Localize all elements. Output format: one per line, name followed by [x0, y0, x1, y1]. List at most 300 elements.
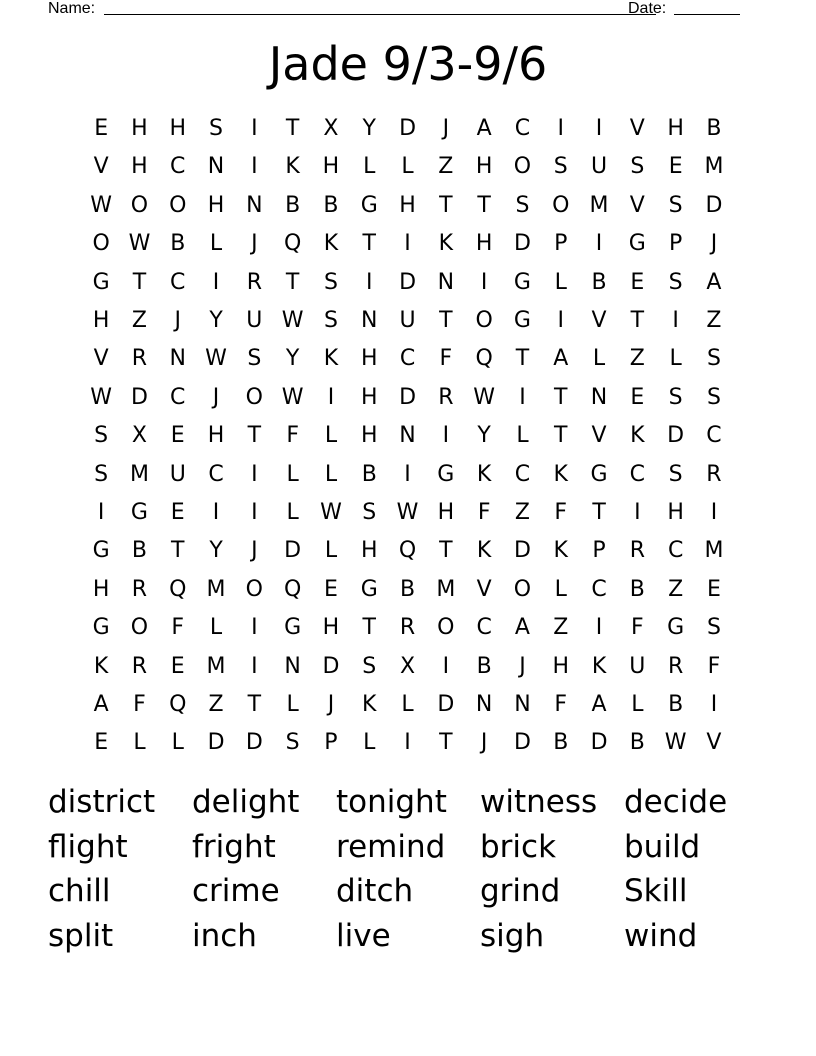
grid-letter[interactable]: H — [552, 653, 570, 679]
grid-letter[interactable]: S — [668, 384, 683, 410]
grid-letter[interactable]: T — [439, 192, 453, 218]
grid-letter[interactable]: M — [436, 576, 456, 602]
grid-letter[interactable]: C — [399, 346, 416, 372]
grid-letter[interactable]: V — [93, 154, 109, 180]
grid-letter[interactable]: A — [514, 615, 530, 641]
grid-letter[interactable]: B — [476, 653, 492, 679]
grid-letter[interactable]: G — [92, 538, 110, 564]
grid-letter[interactable]: B — [399, 576, 416, 602]
grid-letter[interactable]: L — [324, 538, 338, 564]
grid-letter[interactable]: C — [476, 615, 492, 641]
grid-letter[interactable]: Z — [131, 308, 147, 333]
grid-letter[interactable]: H — [131, 154, 148, 180]
grid-letter[interactable]: B — [285, 192, 301, 218]
grid-letter[interactable]: J — [480, 730, 488, 756]
grid-letter[interactable]: W — [90, 192, 113, 218]
grid-letter[interactable]: L — [516, 423, 529, 449]
grid-letter[interactable]: W — [205, 346, 227, 372]
grid-letter[interactable]: H — [667, 500, 684, 525]
grid-letter[interactable]: I — [557, 308, 564, 333]
grid-letter[interactable]: R — [246, 269, 262, 295]
grid-letter[interactable]: L — [209, 231, 223, 257]
grid-letter[interactable]: T — [554, 423, 568, 449]
grid-letter[interactable]: S — [668, 461, 683, 487]
grid-letter[interactable]: C — [629, 461, 646, 487]
grid-letter[interactable]: I — [710, 692, 718, 717]
grid-letter[interactable]: B — [323, 192, 339, 218]
grid-letter[interactable]: O — [245, 576, 263, 602]
grid-letter[interactable]: V — [476, 576, 492, 602]
grid-letter[interactable]: H — [437, 500, 455, 525]
grid-letter[interactable]: S — [706, 346, 721, 372]
grid-letter[interactable]: N — [361, 308, 378, 333]
grid-letter[interactable]: N — [437, 269, 455, 295]
grid-letter[interactable]: D — [245, 730, 263, 756]
grid-letter[interactable]: S — [706, 615, 721, 641]
grid-letter[interactable]: G — [130, 500, 148, 525]
grid-letter[interactable]: K — [362, 692, 377, 717]
grid-letter[interactable]: E — [170, 423, 185, 449]
grid-letter[interactable]: L — [286, 461, 299, 487]
grid-letter[interactable]: L — [401, 692, 414, 717]
grid-letter[interactable]: W — [396, 500, 419, 525]
grid-row — [82, 302, 732, 340]
grid-letter[interactable]: I — [251, 615, 258, 641]
grid-letter[interactable]: R — [668, 653, 684, 679]
grid-letter[interactable]: L — [209, 615, 223, 641]
grid-letter[interactable]: Z — [706, 308, 722, 333]
grid-letter[interactable]: J — [174, 308, 181, 333]
grid-letter[interactable]: O — [169, 192, 187, 218]
grid-letter[interactable]: S — [94, 461, 109, 487]
grid-letter[interactable]: G — [92, 615, 110, 641]
grid-letter[interactable]: C — [208, 461, 224, 487]
grid-letter[interactable]: J — [519, 653, 526, 679]
grid-letter[interactable]: O — [92, 231, 110, 257]
grid-letter[interactable]: D — [322, 653, 340, 679]
grid-letter[interactable]: K — [553, 538, 568, 564]
grid-letter[interactable]: W — [320, 500, 342, 525]
grid-letter[interactable]: G — [437, 461, 455, 487]
grid-letter[interactable]: Q — [283, 576, 302, 602]
grid-letter[interactable]: U — [246, 308, 263, 333]
grid-letter[interactable]: T — [477, 192, 491, 218]
grid-letter[interactable]: S — [362, 653, 377, 679]
grid-letter[interactable]: S — [323, 269, 338, 295]
grid-letter[interactable]: W — [90, 384, 113, 410]
grid-letter[interactable]: I — [634, 500, 641, 525]
grid-letter[interactable]: O — [475, 308, 493, 333]
grid-letter[interactable]: N — [475, 692, 493, 717]
grid-letter[interactable]: I — [365, 269, 373, 295]
grid-letter[interactable]: N — [246, 192, 263, 218]
grid-letter[interactable]: E — [170, 653, 185, 679]
grid-letter[interactable]: E — [630, 269, 645, 295]
grid-letter[interactable]: E — [668, 154, 683, 180]
grid-letter[interactable]: G — [360, 576, 378, 602]
grid-letter[interactable]: I — [710, 500, 718, 525]
grid-letter[interactable]: F — [439, 346, 453, 372]
name-blank-line[interactable] — [104, 14, 656, 15]
grid-letter[interactable]: M — [206, 653, 226, 679]
grid-letter[interactable]: Z — [553, 615, 569, 641]
grid-letter[interactable]: H — [360, 538, 378, 564]
grid-letter[interactable]: J — [327, 692, 335, 717]
grid-letter[interactable]: R — [131, 346, 148, 372]
grid-letter[interactable]: K — [476, 538, 492, 564]
grid-letter[interactable]: I — [212, 269, 220, 295]
grid-letter[interactable]: T — [362, 231, 376, 257]
grid-letter[interactable]: I — [442, 423, 450, 449]
grid-letter[interactable]: H — [92, 308, 110, 333]
grid-letter[interactable]: P — [554, 231, 568, 257]
grid-letter[interactable]: G — [284, 615, 302, 641]
grid-letter[interactable]: H — [169, 116, 187, 141]
grid-letter[interactable]: M — [129, 461, 149, 487]
grid-letter[interactable]: D — [207, 730, 225, 756]
grid-letter[interactable]: V — [629, 116, 645, 141]
grid-letter[interactable]: C — [706, 423, 722, 449]
grid-letter[interactable]: B — [668, 692, 684, 717]
grid-letter[interactable]: F — [554, 692, 568, 717]
grid-letter[interactable]: H — [360, 384, 378, 410]
grid-letter[interactable]: T — [439, 730, 453, 756]
grid-letter[interactable]: O — [130, 615, 149, 641]
grid-row — [82, 648, 732, 686]
grid-letter[interactable]: Q — [398, 538, 417, 564]
grid-letter[interactable]: E — [630, 384, 645, 410]
grid-letter[interactable]: K — [323, 231, 339, 257]
grid-letter[interactable]: D — [130, 384, 148, 410]
grid-letter[interactable]: I — [519, 384, 526, 410]
grid-letter[interactable]: O — [513, 576, 532, 602]
grid-row — [82, 532, 732, 570]
grid-letter[interactable]: S — [668, 269, 683, 295]
grid-letter[interactable]: L — [363, 154, 376, 180]
grid-letter[interactable]: I — [327, 384, 335, 410]
grid-letter[interactable]: L — [631, 692, 644, 717]
grid-letter[interactable]: C — [514, 461, 531, 487]
grid-letter[interactable]: K — [630, 423, 645, 449]
grid-letter[interactable]: A — [591, 692, 607, 717]
grid-letter[interactable]: B — [131, 538, 147, 564]
grid-letter[interactable]: L — [286, 500, 299, 525]
grid-letter[interactable]: Z — [208, 692, 224, 717]
grid-letter[interactable]: G — [513, 308, 531, 333]
grid-letter[interactable]: X — [400, 653, 416, 679]
grid-letter[interactable]: D — [399, 269, 417, 295]
grid-letter[interactable]: S — [553, 154, 568, 180]
grid-letter[interactable]: D — [590, 730, 608, 756]
grid-letter[interactable]: I — [404, 231, 411, 257]
grid-letter[interactable]: I — [251, 116, 258, 141]
grid-letter[interactable]: T — [592, 500, 606, 525]
grid-letter[interactable]: T — [132, 269, 147, 295]
grid-letter[interactable]: Z — [514, 500, 530, 525]
grid-letter[interactable]: L — [324, 461, 338, 487]
grid-letter[interactable]: B — [361, 461, 377, 487]
grid-letter[interactable]: G — [667, 615, 685, 641]
grid-letter[interactable]: K — [553, 461, 568, 487]
word-list-item: tonight — [336, 784, 447, 820]
grid-letter[interactable]: I — [251, 461, 258, 487]
grid-letter[interactable]: W — [128, 231, 151, 257]
grid-letter[interactable]: U — [399, 308, 416, 333]
grid-letter[interactable]: I — [404, 461, 411, 487]
grid-letter[interactable]: L — [592, 346, 606, 372]
grid-letter[interactable]: S — [285, 730, 300, 756]
grid-letter[interactable]: L — [324, 423, 338, 449]
grid-letter[interactable]: H — [360, 346, 378, 372]
grid-letter[interactable]: I — [557, 116, 564, 141]
grid-letter[interactable]: T — [439, 308, 453, 333]
grid-letter[interactable]: K — [285, 154, 300, 180]
grid-letter[interactable]: D — [284, 538, 302, 564]
grid-letter[interactable]: W — [281, 308, 304, 333]
grid-letter[interactable]: F — [631, 615, 644, 641]
grid-letter[interactable]: L — [286, 692, 299, 717]
grid-letter[interactable]: R — [399, 615, 416, 641]
grid-letter[interactable]: T — [247, 692, 262, 717]
grid-letter[interactable]: N — [169, 346, 186, 372]
grid-letter[interactable]: N — [590, 384, 608, 410]
grid-letter[interactable]: W — [473, 384, 496, 410]
grid-letter[interactable]: K — [438, 231, 454, 257]
grid-letter[interactable]: J — [251, 231, 258, 257]
word-list-item: build — [624, 828, 701, 865]
grid-letter[interactable]: G — [628, 231, 646, 257]
grid-letter[interactable]: L — [133, 730, 146, 756]
grid-letter[interactable]: I — [595, 231, 603, 257]
grid-letter[interactable]: P — [592, 538, 606, 564]
grid-letter[interactable]: S — [362, 500, 377, 525]
grid-letter[interactable]: E — [94, 116, 109, 141]
grid-letter[interactable]: Q — [283, 231, 302, 257]
grid-letter[interactable]: T — [362, 615, 376, 641]
grid-letter[interactable]: H — [322, 615, 340, 641]
grid-letter[interactable]: I — [251, 154, 258, 180]
grid-letter[interactable]: S — [209, 116, 224, 141]
grid-letter[interactable]: D — [513, 231, 531, 257]
grid-letter[interactable]: I — [404, 730, 411, 756]
grid-letter[interactable]: E — [94, 730, 109, 756]
grid-letter[interactable]: R — [131, 576, 148, 602]
grid-letter[interactable]: I — [97, 500, 105, 525]
grid-row — [82, 417, 732, 455]
grid-letter[interactable]: D — [667, 423, 685, 449]
grid-letter[interactable]: E — [170, 500, 185, 525]
grid-letter[interactable]: O — [437, 615, 455, 641]
grid-letter[interactable]: H — [322, 154, 340, 180]
grid-letter[interactable]: G — [590, 461, 608, 487]
grid-letter[interactable]: D — [513, 730, 531, 756]
grid-letter[interactable]: R — [706, 461, 722, 487]
grid-letter[interactable]: B — [170, 231, 186, 257]
grid-letter[interactable]: B — [553, 730, 569, 756]
grid-letter[interactable]: N — [207, 154, 225, 180]
grid-letter[interactable]: C — [170, 154, 186, 180]
grid-letter[interactable]: F — [133, 692, 146, 717]
grid-letter[interactable]: P — [324, 730, 338, 756]
grid-letter[interactable]: Q — [169, 692, 187, 717]
grid-letter[interactable]: J — [442, 116, 450, 141]
grid-letter[interactable]: I — [251, 500, 258, 525]
grid-letter[interactable]: V — [93, 346, 109, 372]
grid-letter[interactable]: L — [554, 576, 567, 602]
grid-letter[interactable]: D — [437, 692, 455, 717]
grid-letter[interactable]: I — [595, 116, 603, 141]
grid-letter[interactable]: S — [515, 192, 530, 218]
grid-letter[interactable]: Z — [438, 154, 454, 180]
grid-letter[interactable]: O — [130, 192, 149, 218]
grid-letter[interactable]: W — [281, 384, 304, 410]
grid-letter[interactable]: C — [591, 576, 607, 602]
grid-letter[interactable]: I — [672, 308, 679, 333]
grid-letter[interactable]: S — [323, 308, 338, 333]
grid-letter[interactable]: S — [630, 154, 645, 180]
grid-letter[interactable]: H — [207, 192, 225, 218]
grid-letter[interactable]: R — [438, 384, 454, 410]
grid-letter[interactable]: H — [475, 154, 493, 180]
grid-letter[interactable]: Q — [169, 576, 187, 602]
grid-letter[interactable]: I — [480, 269, 488, 295]
grid-letter[interactable]: T — [171, 538, 185, 564]
grid-letter[interactable]: J — [251, 538, 258, 564]
grid-letter[interactable]: B — [591, 269, 607, 295]
grid-letter[interactable]: M — [704, 538, 724, 564]
grid-letter[interactable]: Q — [475, 346, 493, 372]
grid-letter[interactable]: I — [212, 500, 220, 525]
grid-letter[interactable]: S — [706, 384, 721, 410]
grid-letter[interactable]: E — [323, 576, 338, 602]
grid-letter[interactable]: A — [93, 692, 109, 717]
grid-letter[interactable]: H — [360, 423, 378, 449]
grid-letter[interactable]: I — [595, 615, 603, 641]
grid-letter[interactable]: A — [476, 116, 492, 141]
word-list-item: Skill — [624, 873, 688, 909]
grid-letter[interactable]: C — [667, 538, 684, 564]
grid-letter[interactable]: H — [207, 423, 225, 449]
grid-letter[interactable]: X — [323, 116, 339, 141]
grid-letter[interactable]: F — [477, 500, 491, 525]
grid-letter[interactable]: N — [399, 423, 416, 449]
grid-letter[interactable]: T — [285, 116, 300, 141]
grid-letter[interactable]: B — [629, 730, 645, 756]
grid-letter[interactable]: V — [629, 192, 645, 218]
grid-letter[interactable]: T — [439, 538, 453, 564]
grid-letter[interactable]: C — [170, 384, 186, 410]
grid-letter[interactable]: B — [706, 116, 722, 141]
grid-letter[interactable]: J — [710, 231, 718, 257]
grid-letter[interactable]: Y — [477, 423, 491, 449]
grid-letter[interactable]: K — [476, 461, 492, 487]
grid-letter[interactable]: T — [554, 384, 568, 410]
grid-letter[interactable]: C — [514, 116, 531, 141]
grid-letter[interactable]: N — [514, 692, 531, 717]
grid-letter[interactable]: M — [704, 154, 724, 180]
grid-letter[interactable]: K — [93, 653, 109, 679]
grid-letter[interactable]: R — [131, 653, 148, 679]
grid-letter[interactable]: V — [706, 730, 722, 756]
grid-letter[interactable]: C — [170, 269, 186, 295]
grid-letter[interactable]: K — [591, 653, 607, 679]
grid-letter[interactable]: Y — [362, 116, 376, 141]
grid-letter[interactable]: Z — [668, 576, 684, 602]
grid-letter[interactable]: M — [206, 576, 226, 602]
grid-letter[interactable]: U — [169, 461, 186, 487]
grid-letter[interactable]: I — [442, 653, 450, 679]
grid-letter[interactable]: G — [92, 269, 110, 295]
grid-letter[interactable]: A — [706, 269, 722, 295]
grid-letter[interactable]: F — [554, 500, 568, 525]
grid-letter[interactable]: D — [705, 192, 723, 218]
grid-letter[interactable]: O — [552, 192, 570, 218]
grid-letter[interactable]: U — [590, 154, 608, 180]
grid-letter[interactable]: H — [399, 192, 416, 218]
grid-letter[interactable]: D — [399, 116, 417, 141]
grid-letter[interactable]: H — [92, 576, 110, 602]
grid-letter[interactable]: F — [171, 615, 185, 641]
grid-letter[interactable]: H — [667, 116, 684, 141]
grid-letter[interactable]: J — [212, 384, 220, 410]
grid-letter[interactable]: L — [669, 346, 682, 372]
grid-letter[interactable]: F — [286, 423, 299, 449]
grid-letter[interactable]: L — [363, 730, 376, 756]
grid-letter[interactable]: T — [515, 346, 530, 372]
grid-letter[interactable]: I — [251, 653, 258, 679]
grid-letter[interactable]: L — [401, 154, 414, 180]
grid-letter[interactable]: G — [513, 269, 531, 295]
grid-letter[interactable]: S — [668, 192, 683, 218]
grid-letter[interactable]: S — [94, 423, 109, 449]
grid-letter[interactable]: D — [513, 538, 531, 564]
grid-letter[interactable]: Y — [209, 538, 223, 564]
grid-letter[interactable]: E — [706, 576, 721, 602]
grid-letter[interactable]: U — [629, 653, 646, 679]
grid-letter[interactable]: Z — [629, 346, 645, 372]
grid-letter[interactable]: P — [669, 231, 683, 257]
grid-letter[interactable]: L — [171, 730, 184, 756]
grid-letter[interactable]: K — [323, 346, 339, 372]
grid-letter[interactable]: L — [554, 269, 567, 295]
grid-letter[interactable]: Y — [209, 308, 223, 333]
grid-letter[interactable]: H — [475, 231, 493, 257]
grid-letter[interactable]: N — [284, 653, 301, 679]
grid-letter[interactable]: O — [245, 384, 263, 410]
date-blank-line[interactable] — [674, 14, 740, 15]
grid-letter[interactable]: T — [630, 308, 645, 333]
word-list-item: district — [48, 784, 156, 820]
grid-letter[interactable]: R — [629, 538, 645, 564]
grid-letter[interactable]: Y — [285, 346, 300, 372]
grid-letter[interactable]: T — [247, 423, 262, 449]
grid-letter[interactable]: T — [285, 269, 300, 295]
grid-row — [82, 724, 732, 762]
grid-letter[interactable]: V — [591, 308, 607, 333]
grid-letter[interactable]: V — [591, 423, 607, 449]
grid-letter[interactable]: S — [247, 346, 262, 372]
grid-letter[interactable]: A — [553, 346, 569, 372]
grid-letter[interactable]: H — [131, 116, 148, 141]
grid-letter[interactable]: B — [629, 576, 645, 602]
grid-letter[interactable]: X — [131, 423, 147, 449]
grid-letter[interactable]: F — [707, 653, 721, 679]
grid-letter[interactable]: D — [399, 384, 417, 410]
grid-letter[interactable]: G — [360, 192, 378, 218]
grid-letter[interactable]: M — [589, 192, 609, 218]
grid-letter[interactable]: O — [513, 154, 532, 180]
grid-letter[interactable]: W — [664, 730, 687, 756]
